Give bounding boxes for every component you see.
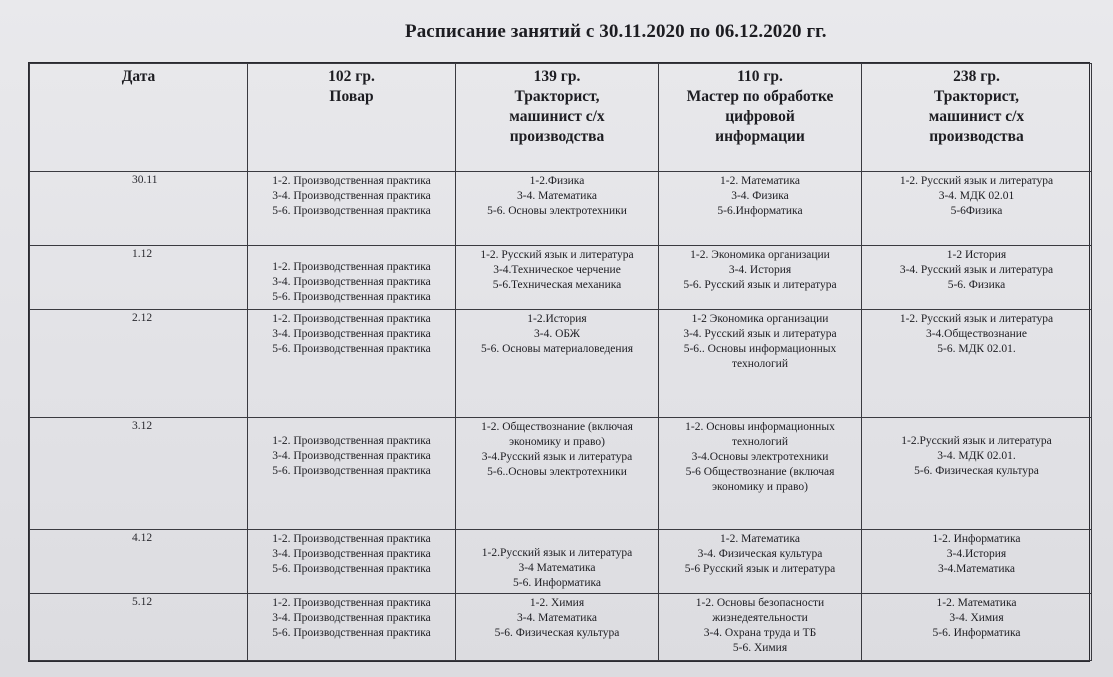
header-group-specialty: цифровой	[725, 108, 795, 125]
lesson-entry: 1-2. Основы безопасности	[695, 597, 825, 609]
lesson-entry: 1-2 Экономика организации	[691, 313, 829, 325]
lesson-entry: 3-4. Русский язык и литература	[683, 328, 837, 340]
lesson-entry: 1-2. Экономика организации	[690, 249, 830, 261]
lesson-entry: 3-4.Математика	[937, 563, 1016, 575]
header-date	[30, 64, 248, 172]
lessons-group-110	[659, 246, 862, 310]
lesson-entry: 1-2. Производственная практика	[272, 435, 431, 447]
lesson-entry: 3-4. Производственная практика	[272, 612, 431, 624]
lesson-entry: 1-2. Производственная практика	[272, 597, 431, 609]
lessons-group-238	[862, 594, 1092, 661]
header-group-number: 139 гр.	[533, 68, 581, 85]
lesson-entry: 3-4.Обществознание	[925, 328, 1028, 340]
lessons-group-238	[862, 530, 1092, 594]
lesson-entry: 1-2.Физика	[529, 175, 585, 187]
header-group-number: 102 гр.	[328, 68, 375, 85]
lessons-group-102	[248, 418, 456, 530]
header-group-specialty: машинист с/х	[509, 108, 605, 125]
page-title: Расписание занятий с 30.11.2020 по 06.12.2020 гг.	[405, 21, 827, 42]
lesson-entry: 3-4. Производственная практика	[272, 190, 431, 202]
lesson-entry: 3-4. Физика	[731, 190, 789, 202]
lesson-entry: 1-2. Производственная практика	[272, 175, 431, 187]
lessons-group-139	[456, 418, 659, 530]
lesson-entry: 1-2. Производственная практика	[272, 313, 431, 325]
lesson-entry: 3-4. Русский язык и литература	[899, 264, 1054, 276]
header-group-specialty: производства	[929, 128, 1024, 145]
lesson-entry: 1-2. Русский язык и литература	[899, 313, 1054, 325]
header-group-102	[248, 64, 456, 172]
lesson-entry: 3-4.Русский язык и литература	[481, 451, 633, 463]
lesson-entry: 1-2. Математика	[720, 175, 800, 187]
lesson-entry: 5-6. Производственная практика	[272, 291, 431, 303]
lesson-entry: 5-6. Основы электротехники	[487, 205, 627, 217]
header-group-specialty: машинист с/х	[928, 108, 1025, 125]
date-cell: 5.12	[30, 594, 248, 661]
lesson-entry: 5-6.Техническая механика	[492, 279, 622, 291]
lesson-entry: 5-6.Информатика	[717, 205, 803, 217]
lesson-entry: 1-2.История	[527, 313, 587, 325]
lesson-entry: 3-4. Производственная практика	[272, 328, 431, 340]
lesson-entry: 5-6. Информатика	[512, 577, 602, 589]
lesson-entry: 5-6. Производственная практика	[272, 563, 431, 575]
lesson-entry: 5-6. Производственная практика	[272, 343, 431, 355]
lesson-entry: 3-4.Техническое черчение	[493, 264, 621, 276]
schedule-table	[29, 63, 1092, 661]
lesson-entry: 3-4. МДК 02.01	[938, 190, 1015, 202]
lessons-group-110	[659, 172, 862, 246]
lesson-entry: 5-6.. Основы информационных	[683, 343, 837, 355]
date-cell: 3.12	[30, 418, 248, 530]
lessons-group-139	[456, 594, 659, 661]
header-group-number: 110 гр.	[737, 68, 783, 85]
table-row	[30, 594, 1092, 661]
header-group-specialty: Повар	[329, 88, 374, 105]
lessons-group-110	[659, 594, 862, 661]
lesson-entry: 1-2. Русский язык и литература	[480, 249, 634, 261]
lessons-group-238	[862, 418, 1092, 530]
date-cell: 4.12	[30, 530, 248, 594]
date-cell: 2.12	[30, 310, 248, 418]
lesson-entry: 3-4.Основы электротехники	[691, 451, 829, 463]
header-group-238	[862, 64, 1092, 172]
table-row	[30, 530, 1092, 594]
lesson-entry: 3-4. Математика	[517, 190, 597, 202]
lesson-entry: технологий	[732, 358, 788, 370]
lesson-entry: 1-2 История	[946, 249, 1007, 261]
lesson-entry: 5-6. Производственная практика	[272, 205, 431, 217]
header-group-110	[659, 64, 862, 172]
lesson-entry: 1-2. Основы информационных	[685, 421, 835, 433]
lessons-group-102	[248, 594, 456, 661]
schedule-sheet	[28, 62, 1090, 662]
lesson-entry: 5-6. Производственная практика	[272, 627, 431, 639]
lessons-group-110	[659, 418, 862, 530]
lesson-entry: 3-4. Математика	[517, 612, 597, 624]
lessons-group-102	[248, 246, 456, 310]
lesson-entry: 5-6Физика	[950, 205, 1003, 217]
lessons-group-102	[248, 172, 456, 246]
lesson-entry: 1-2. Математика	[936, 597, 1017, 609]
lesson-entry: 1-2. Производственная практика	[272, 533, 431, 545]
lesson-entry: 3-4 Математика	[518, 562, 596, 574]
header-group-number: 238 гр.	[953, 68, 1000, 85]
header-group-specialty: Тракторист,	[514, 88, 600, 105]
table-row	[30, 246, 1092, 310]
lesson-entry: 1-2. Информатика	[932, 533, 1021, 545]
lesson-entry: 3-4. Физическая культура	[697, 548, 823, 560]
header-group-specialty: Мастер по обработке	[686, 88, 834, 105]
lesson-entry: 3-4. Производственная практика	[272, 548, 431, 560]
table-row	[30, 418, 1092, 530]
lesson-entry: 5-6. Производственная практика	[272, 465, 431, 477]
lessons-group-238	[862, 246, 1092, 310]
lesson-entry: 5-6. Физическая культура	[914, 465, 1039, 477]
lesson-entry: 5-6 Русский язык и литература	[684, 563, 836, 575]
lesson-entry: 1-2. Производственная практика	[272, 261, 431, 273]
lesson-entry: 3-4. ОБЖ	[533, 328, 580, 340]
lesson-entry: 5-6. Физическая культура	[494, 627, 620, 639]
lesson-entry: 3-4. МДК 02.01.	[937, 450, 1016, 462]
header-group-specialty: информации	[715, 128, 805, 145]
lesson-entry: технологий	[732, 436, 788, 448]
lesson-entry: 5-6. Русский язык и литература	[683, 279, 837, 291]
lesson-entry: 5-6. Химия	[732, 642, 788, 654]
lesson-entry: 1-2. Химия	[529, 597, 585, 609]
lesson-entry: 1-2.Русский язык и литература	[481, 547, 633, 559]
lessons-group-238	[862, 310, 1092, 418]
date-cell: 30.11	[30, 172, 248, 246]
header-group-specialty: производства	[509, 128, 605, 145]
lessons-group-102	[248, 310, 456, 418]
header-group-specialty: Тракторист,	[934, 88, 1019, 105]
lesson-entry: 1-2. Русский язык и литература	[899, 175, 1054, 187]
header-row	[30, 64, 1092, 172]
lesson-entry: 5-6. МДК 02.01.	[937, 343, 1016, 355]
header-group-139	[456, 64, 659, 172]
lesson-entry: жизнедеятельности	[712, 612, 808, 624]
lessons-group-110	[659, 310, 862, 418]
lesson-entry: 3-4. Охрана труда и ТБ	[703, 627, 817, 639]
lesson-entry: 1-2. Обществознание (включая	[481, 421, 633, 433]
lesson-entry: 5-6. Физика	[947, 279, 1006, 291]
lesson-entry: 3-4. История	[728, 264, 792, 276]
lesson-entry: экономику и право)	[509, 436, 605, 448]
lesson-entry: 5-6 Обществознание (включая	[685, 466, 835, 478]
lesson-entry: 1-2. Математика	[720, 533, 800, 545]
date-cell: 1.12	[30, 246, 248, 310]
lesson-entry: 1-2.Русский язык и литература	[901, 435, 1052, 447]
header-date-label: Дата	[121, 68, 156, 85]
lesson-entry: 3-4. Производственная практика	[272, 450, 431, 462]
lesson-entry: 3-4.История	[946, 548, 1007, 560]
lessons-group-139	[456, 172, 659, 246]
lessons-group-238	[862, 172, 1092, 246]
lesson-entry: 3-4. Производственная практика	[272, 276, 431, 288]
lessons-group-139	[456, 530, 659, 594]
table-row	[30, 172, 1092, 246]
lessons-group-110	[659, 530, 862, 594]
lessons-group-139	[456, 310, 659, 418]
lesson-entry: 3-4. Химия	[949, 612, 1004, 624]
table-row	[30, 310, 1092, 418]
lessons-group-102	[248, 530, 456, 594]
lessons-group-139	[456, 246, 659, 310]
lesson-entry: 5-6. Информатика	[932, 627, 1021, 639]
lesson-entry: 5-6. Основы материаловедения	[480, 343, 634, 355]
lesson-entry: экономику и право)	[712, 481, 808, 493]
lesson-entry: 5-6..Основы электротехники	[487, 466, 627, 478]
